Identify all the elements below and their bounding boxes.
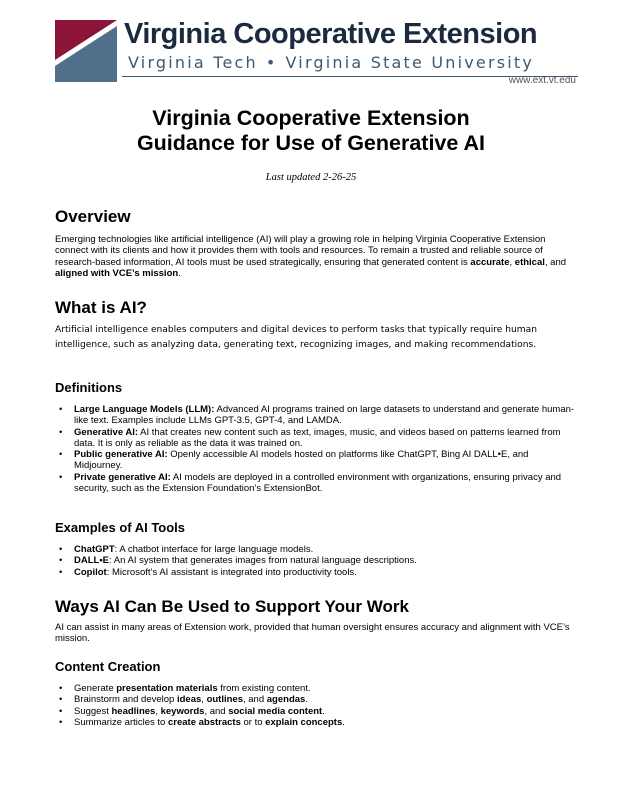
tool-name: Copilot [74, 566, 107, 578]
item-text: Suggest [74, 705, 112, 717]
item-bold: create abstracts [167, 716, 241, 728]
website-url: www.ext.vt.edu [508, 75, 576, 86]
separator-dot: • [265, 53, 278, 72]
item-text: Generate [74, 683, 117, 694]
definition-term: Generative AI: [74, 426, 139, 438]
tool-text: : An AI system that generates images from natural language descriptions. [109, 555, 417, 567]
ways-paragraph: AI can assist in many areas of Extension work, provided that human oversight ensures accuracy and alignment with VCE’s mission. [55, 622, 570, 645]
item-text: Brainstorm and develop [74, 694, 177, 706]
item-text: , [201, 694, 207, 706]
organization-name: Virginia Cooperative Extension [124, 18, 538, 50]
overview-end: . [178, 267, 181, 279]
title-line-2: Guidance for Use of Generative AI [136, 131, 486, 155]
item-text: or to [240, 716, 266, 728]
university-line [128, 53, 588, 72]
item-bold: ideas [176, 694, 202, 706]
vce-logo-mark-icon [55, 20, 117, 82]
item-text: . [322, 705, 325, 717]
list-item [55, 449, 575, 472]
list-item [55, 683, 575, 694]
list-item [55, 694, 575, 705]
last-updated: Last updated 2-26-25 [265, 172, 357, 183]
overview-text: Emerging technologies like artificial intelligence (AI) will play a growing role in helping Virginia Cooperative Extension connect with its clients and how it provides them with tools and resources. To remain a trusted and reliable source of research-based information, AI tools must be used strategically, ensuring that generated content is [55, 234, 546, 268]
list-item [55, 472, 575, 495]
definition-text: AI that creates new content such as text, images, music, and videos based on patterns learned from data. It is only as reliable as the data it was trained on. [74, 426, 561, 449]
overview-ethical: ethical [514, 256, 545, 268]
item-bold: headlines [111, 705, 156, 717]
item-bold: presentation materials [116, 683, 218, 694]
item-text: , and [242, 694, 267, 706]
list-item [55, 544, 575, 555]
content-creation-heading: Content Creation [55, 659, 161, 674]
definition-term: Private generative AI: [74, 471, 171, 483]
overview-accurate: accurate [470, 256, 510, 268]
definition-text: Openly accessible AI models hosted on platforms like ChatGPT, Bing AI DALL•E, and Midjourney. [74, 449, 529, 472]
item-bold: social media content [228, 705, 323, 717]
item-text: , and [204, 705, 229, 717]
document-title [0, 106, 622, 156]
item-bold: explain concepts [265, 716, 343, 728]
list-item [55, 706, 575, 717]
definition-text: AI models are deployed in a controlled environment with organizations, ensuring privacy and security, such as the Extension Foundation’s ExtensionBot. [74, 471, 562, 495]
overview-mission: aligned with VCE’s mission [55, 267, 179, 279]
examples-list [55, 544, 575, 578]
virginia-tech-label: Virginia Tech [128, 53, 258, 72]
what-is-ai-heading: What is AI? [55, 298, 147, 317]
tool-name: DALL•E [74, 555, 109, 567]
overview-heading: Overview [55, 207, 131, 226]
item-bold: outlines [206, 694, 243, 706]
item-text: , [155, 705, 161, 717]
item-bold: keywords [160, 705, 205, 717]
overview-sep: , and [544, 256, 567, 268]
definition-term: Public generative AI: [74, 449, 168, 461]
virginia-state-label: Virginia State University [285, 53, 535, 72]
item-bold: agendas [266, 694, 306, 706]
title-line-1: Virginia Cooperative Extension [152, 106, 470, 130]
item-text: . [342, 716, 345, 728]
definitions-list [55, 404, 575, 494]
overview-paragraph [55, 234, 575, 279]
definition-term: Large Language Models (LLM): [74, 404, 215, 415]
list-item [55, 567, 575, 578]
item-text: . [305, 694, 308, 706]
list-item [55, 717, 575, 728]
content-creation-list [55, 683, 575, 728]
definition-text: Advanced AI programs trained on large datasets to understand and generate human-like text. Examples include LLMs GPT-3.5, GPT-4, and LAMDA. [74, 404, 575, 427]
item-text: from existing content. [217, 683, 311, 694]
tool-name: ChatGPT [74, 544, 115, 555]
tool-text: : A chatbot interface for large language models. [114, 544, 314, 555]
examples-heading: Examples of AI Tools [55, 520, 186, 535]
list-item [55, 555, 575, 566]
list-item [55, 427, 575, 450]
definitions-heading: Definitions [55, 380, 123, 395]
tool-text: : Microsoft’s AI assistant is integrated into productivity tools. [106, 566, 357, 578]
what-is-ai-paragraph: Artificial intelligence enables computers and digital devices to perform tasks that typically require human intelligence, such as analyzing data, generating text, recognizing images, and making recommendations. [55, 325, 537, 350]
ways-heading: Ways AI Can Be Used to Support Your Work [55, 597, 409, 616]
item-text: Summarize articles to [74, 716, 168, 728]
list-item [55, 404, 575, 427]
overview-sep: , [509, 256, 515, 268]
